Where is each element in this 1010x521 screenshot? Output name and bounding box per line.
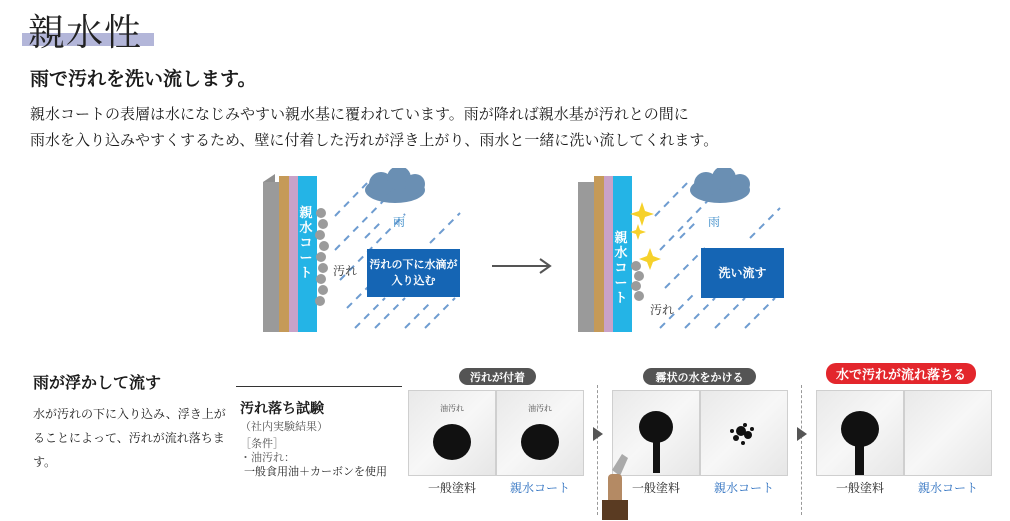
section-subtitle: 雨で汚れを洗い流します。 — [30, 68, 257, 90]
side-text: 水が汚れの下に入り込み、浮き上がることによって、汚れが流れ落ちます。 — [33, 407, 226, 469]
page-title: 親水性 — [28, 11, 142, 54]
test-panel — [496, 390, 584, 476]
condition-line: 一般食用油＋カーボンを使用 — [244, 465, 387, 478]
side-heading: 雨が浮かして流す — [33, 373, 162, 392]
stage-label: 汚れが付着 — [459, 368, 536, 385]
stain-speckle — [701, 391, 787, 475]
info-box-left: 汚れの下に水滴が入り込む — [367, 249, 460, 297]
divider — [801, 385, 802, 515]
test-conditions — [240, 437, 387, 479]
conditions-label: ［条件］ — [240, 437, 284, 450]
test-panel — [408, 390, 496, 476]
test-panel — [816, 390, 904, 476]
arrow-right-icon — [490, 256, 554, 276]
test-subtitle: （社内実験結果） — [240, 420, 328, 433]
panel-caption: 一般塗料 — [631, 481, 680, 495]
dirt-label-left: 汚れ — [333, 264, 358, 278]
rain-label-right: 雨 — [708, 215, 721, 229]
paragraph-line: 雨水を入り込みやすくするため、壁に付着した汚れが浮き上がり、雨水と一緒に洗い流してくれます。 — [30, 131, 719, 149]
paragraph-line: 親水コートの表層は水になじみやすい親水基に覆われています。雨が降れば親水基が汚れとの間に — [30, 105, 689, 123]
panel-caption: 一般塗料 — [427, 481, 476, 495]
panel-caption: 親水コート — [917, 481, 978, 495]
stain-blob — [521, 424, 559, 460]
rain-label-left: 雨 — [393, 215, 406, 229]
coat-label-right: 親水コート — [614, 231, 628, 306]
stage-label-highlight: 水で汚れが流れ落ちる — [826, 363, 976, 384]
coat-label-left: 親水コート — [299, 206, 313, 281]
panel-tag: 油汚れ — [440, 404, 464, 413]
info-box-right: 洗い流す — [701, 248, 784, 298]
stain-blob — [433, 424, 471, 460]
stain-drip — [817, 391, 903, 475]
panel-caption: 一般塗料 — [835, 481, 884, 495]
test-panel-clean — [904, 390, 992, 476]
description-paragraph — [30, 101, 990, 153]
panel-caption: 親水コート — [509, 481, 570, 495]
dirt-label-right: 汚れ — [650, 303, 675, 317]
panel-tag: 油汚れ — [528, 404, 552, 413]
test-panel — [700, 390, 788, 476]
play-arrow-icon — [796, 426, 808, 442]
test-title: 汚れ落ち試験 — [240, 401, 324, 417]
stage-label: 霧状の水をかける — [643, 368, 756, 385]
test-divider — [236, 386, 402, 387]
panel-caption: 親水コート — [713, 481, 774, 495]
condition-line: ・油汚れ： — [240, 451, 295, 464]
